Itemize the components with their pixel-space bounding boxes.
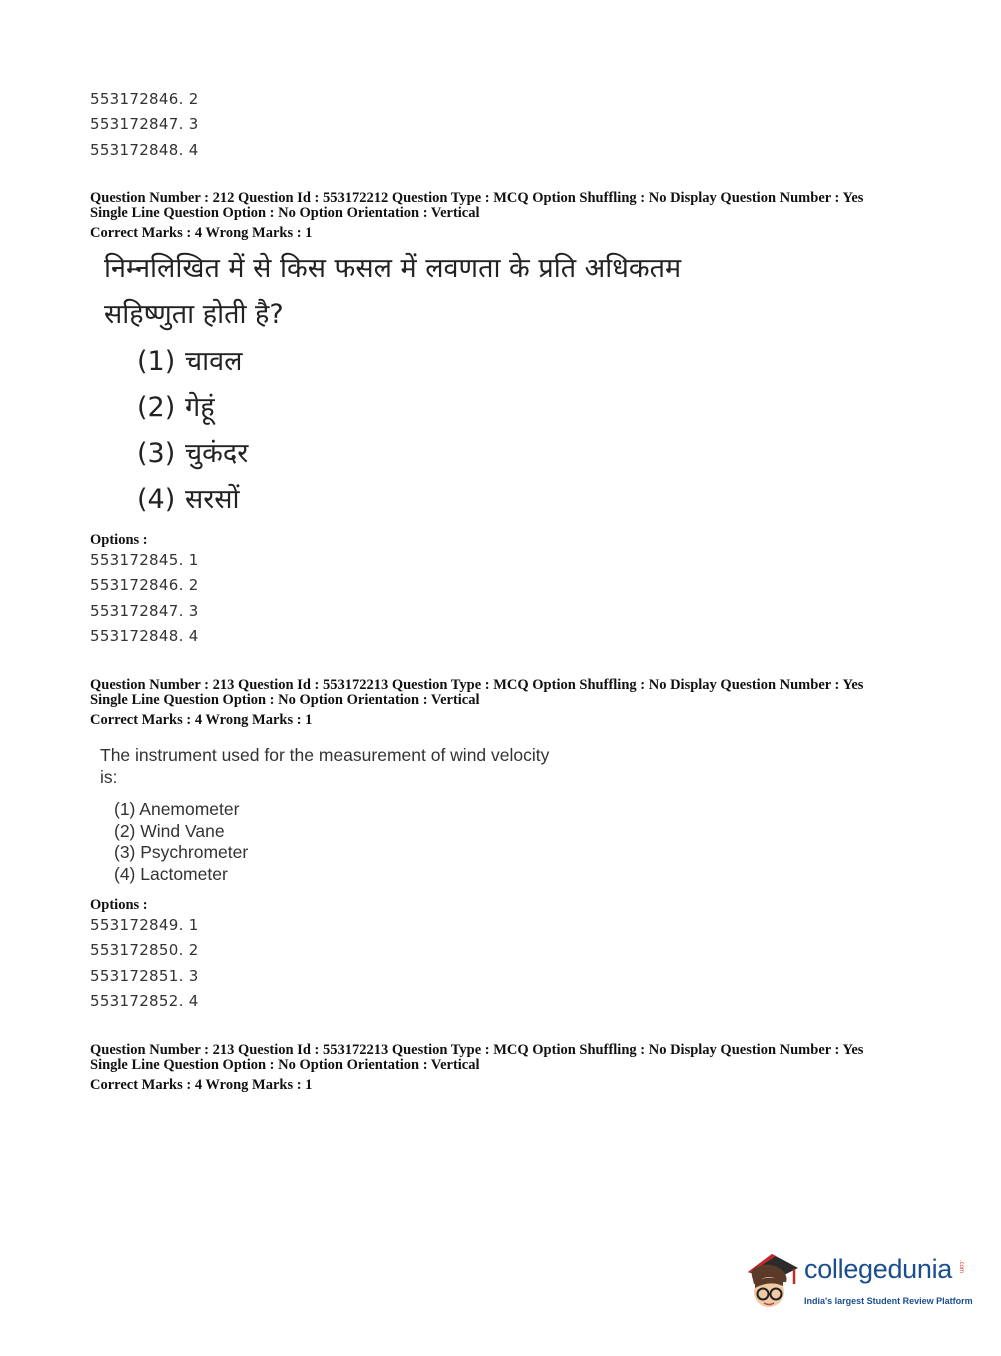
- option-line: 553172848. 4: [90, 140, 199, 159]
- choice-4: (4) Lactometer: [114, 864, 228, 885]
- mascot-icon: [742, 1250, 802, 1312]
- logo-tagline: India's largest Student Review Platform: [804, 1296, 973, 1306]
- question-213-text: [100, 744, 580, 788]
- choice-text: गेहूं: [185, 392, 215, 423]
- logo-wordmark: collegedunia: [804, 1254, 953, 1284]
- choice-4: [137, 477, 248, 523]
- question-213-choices: [114, 799, 248, 886]
- choice-2: (2) Wind Vane: [114, 820, 225, 841]
- meta-line-1: Question Number : 213 Question Id : 553172213 Question Type : MCQ Option Shuffling : No Display Question Number : Yes: [90, 1042, 864, 1058]
- choice-number: (1): [137, 346, 176, 377]
- meta-line-2: Single Line Question Option : No Option Orientation : Vertical: [90, 692, 480, 708]
- choice-text: चुकंदर: [185, 438, 249, 469]
- meta-line-3: Correct Marks : 4 Wrong Marks : 1: [90, 712, 313, 728]
- option-line: 553172846. 2: [90, 576, 199, 595]
- choice-text: सरसों: [185, 484, 240, 515]
- choice-number: (2): [137, 392, 176, 423]
- meta-line-2: Single Line Question Option : No Option Orientation : Vertical: [90, 1057, 480, 1073]
- question-212-text: [104, 246, 804, 338]
- question-212-meta: [90, 191, 910, 241]
- question-213-options: [90, 913, 199, 1014]
- meta-line-3: Correct Marks : 4 Wrong Marks : 1: [90, 225, 313, 241]
- question-212-options: [90, 548, 199, 649]
- question-line-2: is:: [100, 767, 118, 787]
- option-line: 553172846. 2: [90, 90, 199, 108]
- choice-number: (3): [137, 438, 176, 469]
- choice-number: (4): [137, 484, 176, 515]
- options-label: Options :: [90, 897, 148, 913]
- question-line-1: निम्नलिखित में से किस फसल में लवणता के प्रति अधिकतम: [104, 253, 682, 284]
- meta-line-1: Question Number : 213 Question Id : 553172213 Question Type : MCQ Option Shuffling : No Display Question Number : Yes: [90, 677, 864, 693]
- question-line-2: सहिष्णुता होती है?: [104, 299, 284, 330]
- question-213-meta: [90, 678, 910, 728]
- choice-1: (1) Anemometer: [114, 799, 240, 819]
- logo-suffix: .com: [958, 1260, 964, 1274]
- option-line: 553172847. 3: [90, 601, 199, 620]
- question-213-repeat-meta: [90, 1043, 910, 1093]
- option-line: 553172848. 4: [90, 626, 199, 645]
- option-line: 553172852. 4: [90, 991, 199, 1010]
- meta-line-2: Single Line Question Option : No Option Orientation : Vertical: [90, 205, 480, 221]
- meta-line-1: Question Number : 212 Question Id : 553172212 Question Type : MCQ Option Shuffling : No Display Question Number : Yes: [90, 190, 864, 206]
- option-line: 553172847. 3: [90, 115, 199, 134]
- question-212-choices: [137, 339, 248, 523]
- question-line-1: The instrument used for the measurement of wind velocity: [100, 745, 550, 765]
- previous-options-list: [90, 87, 199, 163]
- option-line: 553172851. 3: [90, 966, 199, 985]
- collegedunia-logo: [742, 1250, 972, 1312]
- choice-2: [137, 385, 248, 431]
- options-label: Options :: [90, 532, 148, 548]
- choice-3: [137, 431, 248, 477]
- choice-1: [137, 339, 248, 385]
- choice-text: चावल: [185, 346, 243, 377]
- option-line: 553172845. 1: [90, 551, 199, 569]
- choice-3: (3) Psychrometer: [114, 842, 249, 863]
- option-line: 553172849. 1: [90, 916, 199, 934]
- option-line: 553172850. 2: [90, 941, 199, 960]
- meta-line-3: Correct Marks : 4 Wrong Marks : 1: [90, 1077, 313, 1093]
